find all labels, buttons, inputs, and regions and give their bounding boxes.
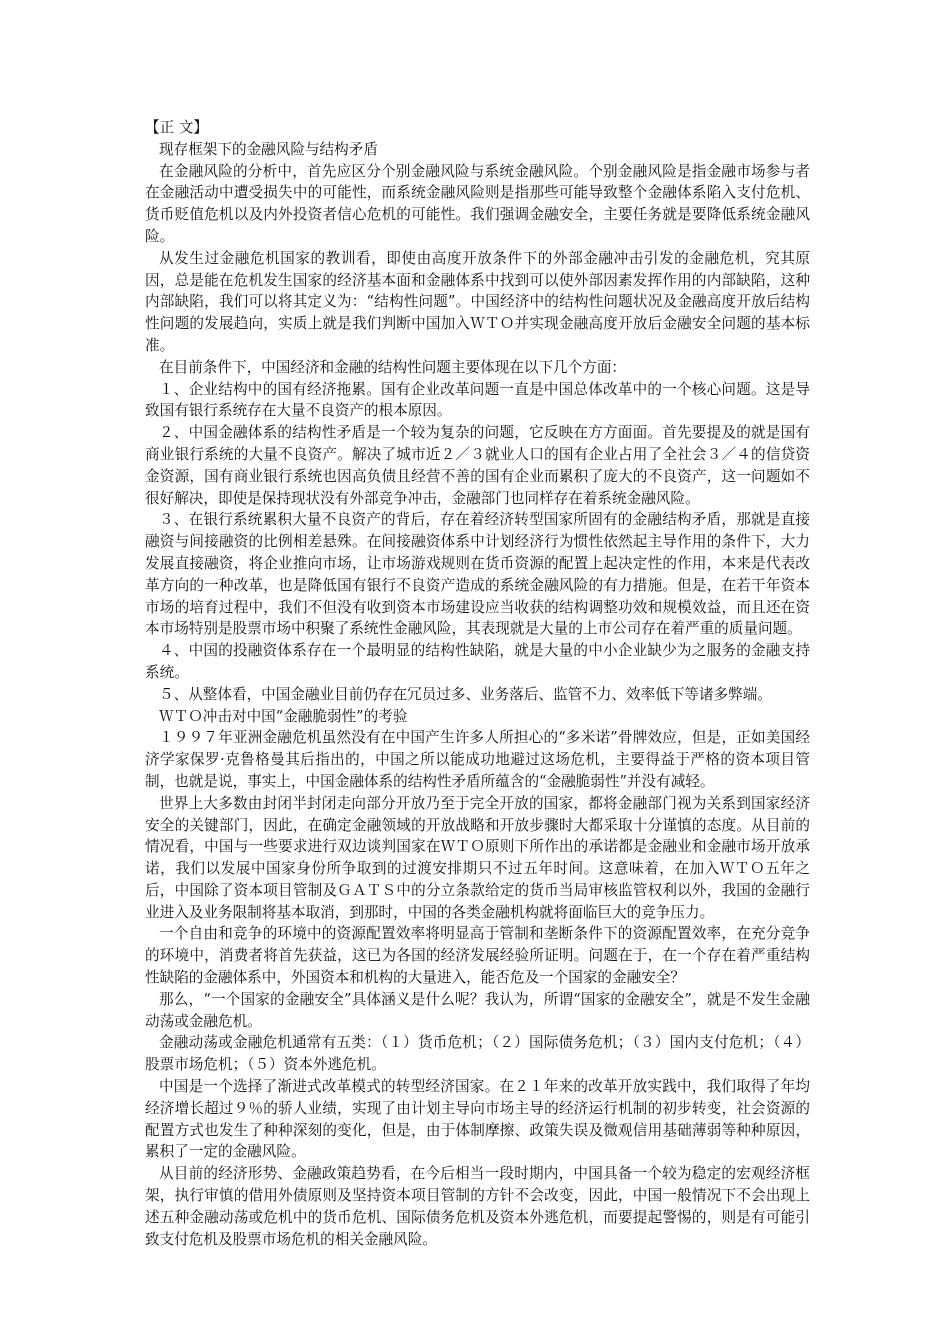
document-title: 【正 文】 — [145, 119, 209, 136]
paragraph: 那么，“一个国家的金融安全”具体涵义是什么呢？我认为，所谓“国家的金融安全”，就是不发生金融动荡或金融危机。 — [145, 990, 810, 1030]
list-item: ３、在银行系统累积大量不良资产的背后，存在着经济转型国家所固有的金融结构矛盾，那就是直接融资与间接融资的比例相差悬殊。在间接融资体系中计划经济行为惯性依然起主导作用的条件下，大力发展直接融资，将企业推向市场，让市场游戏规则在货币资源的配置上起决定性的作用，本来是代表改革方向的一种改革，也是降低国有银行不良资产造成的系统金融风险的有力措施。但是，在若干年资本市场的培育过程中，我们不但没有收到资本市场建设应当收获的结构调整功效和规模效益，而且还在资本市场特别是股票市场中积聚了系统性金融风险，其表现就是大量的上市公司存在着严重的质量问题。 — [145, 511, 810, 638]
paragraph: 一个自由和竞争的环境中的资源配置效率将明显高于管制和垄断条件下的资源配置效率，在充分竞争的环境中，消费者将首先获益，这已为各国的经济发展经验所证明。问题在于，在一个存在着严重结构性缺陷的金融体系中，外国资本和机构的大量进入，能否危及一个国家的金融安全？ — [145, 925, 810, 987]
paragraph: 从发生过金融危机国家的教训看，即使由高度开放条件下的外部金融冲击引发的金融危机，究其原因，总是能在危机发生国家的经济基本面和金融体系中找到可以使外部因素发挥作用的内部缺陷，这种内部缺陷，我们可以将其定义为：“结构性问题”。中国经济中的结构性问题状况及金融高度开放后结构性问题的发展趋向，实质上就是我们判断中国加入ＷＴＯ并实现金融高度开放后金融安全问题的基本标准。 — [145, 249, 810, 354]
list-item: １、企业结构中的国有经济拖累。国有企业改革问题一直是中国总体改革中的一个核心问题。这是导致国有银行系统存在大量不良资产的根本原因。 — [145, 380, 810, 420]
document-body — [145, 117, 810, 1250]
paragraph: 金融动荡或金融危机通常有五类：（１）货币危机；（２）国际债务危机；（３）国内支付危机；（４）股票市场危机；（５）资本外逃危机。 — [145, 1034, 810, 1074]
paragraph: 在目前条件下，中国经济和金融的结构性问题主要体现在以下几个方面： — [159, 358, 627, 376]
paragraph: 在金融风险的分析中，首先应区分个别金融风险与系统金融风险。个别金融风险是指金融市场参与者在金融活动中遭受损失中的可能性，而系统金融风险则是指那些可能导致整个金融体系陷入支付危机、货币贬值危机以及内外投资者信心危机的可能性。我们强调金融安全，主要任务就是要降低系统金融风险。 — [145, 162, 810, 245]
section-heading: ＷＴＯ冲击对中国“金融脆弱性”的考验 — [159, 707, 408, 725]
list-item: ５、从整体看，中国金融业目前仍存在冗员过多、业务落后、监管不力、效率低下等诸多弊端。 — [159, 685, 772, 703]
list-item: ４、中国的投融资体系存在一个最明显的结构性缺陷，就是大量的中小企业缺少为之服务的金融支持系统。 — [145, 642, 810, 681]
list-item: ２、中国金融体系的结构性矛盾是一个较为复杂的问题，它反映在方方面面。首先要提及的就是国有商业银行系统的大量不良资产。解决了城市近２／３就业人口的国有企业占用了全社会３／４的信贷资金资源，国有商业银行系统也因高负债且经营不善的国有企业而累积了庞大的不良资产，这一问题如不很好解决，即使是保持现状没有外部竞争冲击，金融部门也同样存在着系统金融风险。 — [145, 424, 810, 507]
paragraph: 中国是一个选择了渐进式改革模式的转型经济国家。在２１年来的改革开放实践中，我们取得了年均经济增长超过９％的骄人业绩，实现了由计划主导向市场主导的经济运行机制的初步转变，社会资源的配置方式也发生了种种深刻的变化，但是，由于体制摩擦、政策失误及微观信用基础薄弱等种种原因，累积了一定的金融风险。 — [145, 1078, 810, 1161]
paragraph: １９９７年亚洲金融危机虽然没有在中国产生许多人所担心的“多米诺”骨牌效应，但是，正如美国经济学家保罗·克鲁格曼其后指出的，中国之所以能成功地避过这场危机，主要得益于严格的资本项目管制，也就是说，事实上，中国金融体系的结构性矛盾所蕴含的“金融脆弱性”并没有减轻。 — [145, 729, 810, 790]
paragraph: 从目前的经济形势、金融政策趋势看，在今后相当一段时期内，中国具备一个较为稳定的宏观经济框架，执行审慎的借用外债原则及坚持资本项目管制的方针不会改变，因此，中国一般情况下不会出现上述五种金融动荡或危机中的货币危机、国际债务危机及资本外逃危机，而要提起警惕的，则是有可能引致支付危机及股票市场危机的相关金融风险。 — [145, 1165, 810, 1248]
paragraph: 世界上大多数由封闭半封闭走向部分开放乃至于完全开放的国家，都将金融部门视为关系到国家经济安全的关键部门，因此，在确定金融领域的开放战略和开放步骤时大都采取十分谨慎的态度。从目前的情况看，中国与一些要求进行双边谈判国家在ＷＴＯ原则下所作出的承诺都是金融业和金融市场开放承诺，我们以发展中国家身份所争取到的过渡安排期只不过五年时间。这意味着，在加入ＷＴＯ五年之后，中国除了资本项目管制及ＧＡＴＳ中的分立条款给定的货币当局审核监管权利以外，我国的金融行业进入及业务限制将基本取消，到那时，中国的各类金融机构就将面临巨大的竞争压力。 — [145, 794, 810, 921]
section-heading: 现存框架下的金融风险与结构矛盾 — [159, 140, 378, 158]
